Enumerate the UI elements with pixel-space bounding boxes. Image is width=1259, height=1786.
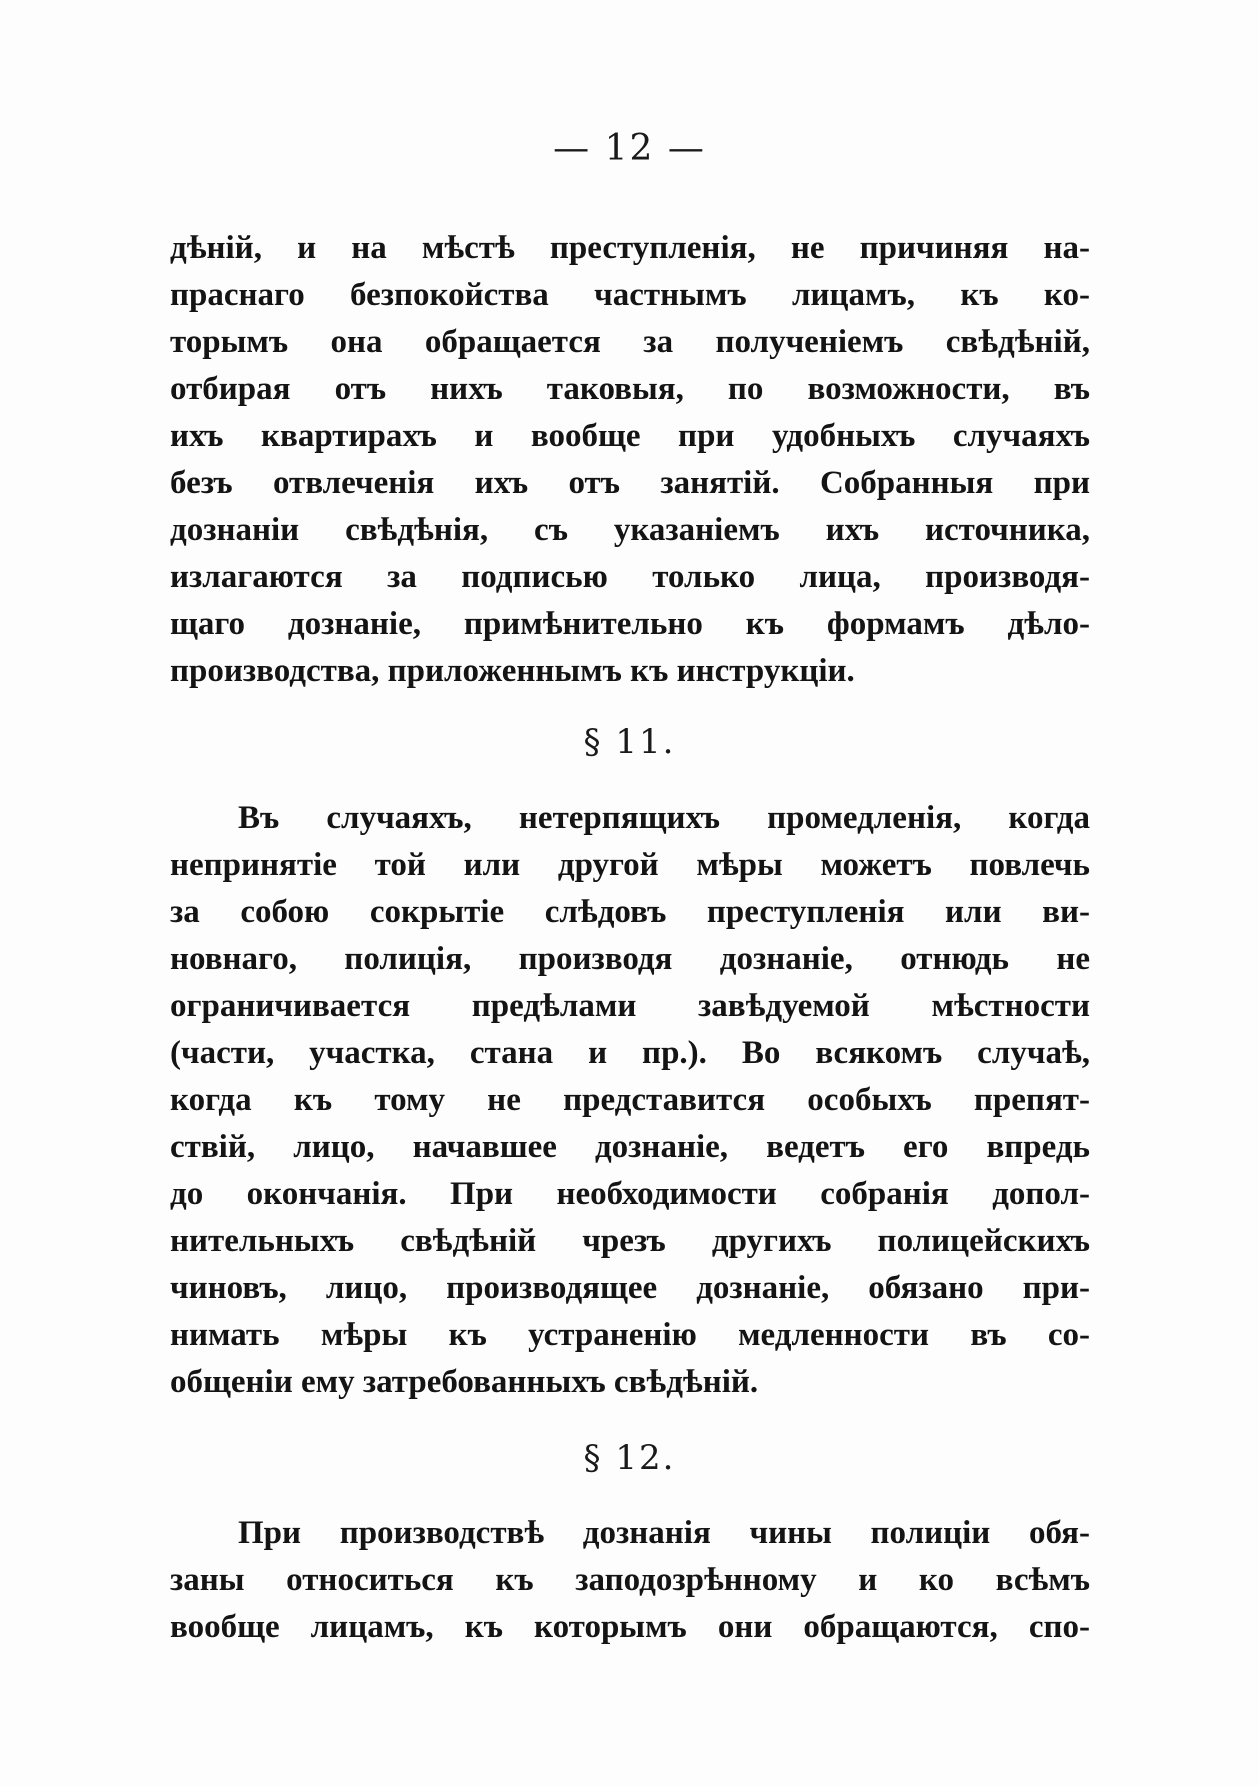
text-line: безъ отвлеченія ихъ отъ занятій. Собранныя при <box>170 465 1090 501</box>
text-line: за собою сокрытіе слѣдовъ преступленія или ви- <box>170 894 1090 930</box>
text-line: заны относиться къ заподозрѣнному и ко всѣмъ <box>170 1562 1090 1598</box>
text-line: производства, приложеннымъ къ инструкціи. <box>170 653 855 689</box>
text-line: Въ случаяхъ, нетерпящихъ промедленія, когда <box>238 800 1090 836</box>
section-12-paragraph <box>170 1510 1090 1651</box>
text-line: ствій, лицо, начавшее дознаніе, ведетъ его впредь <box>170 1129 1090 1165</box>
text-line: нительныхъ свѣдѣній чрезъ другихъ полицейскихъ <box>170 1223 1090 1259</box>
section-11-paragraph <box>170 795 1090 1406</box>
text-line: отбирая отъ нихъ таковыя, по возможности, въ <box>170 371 1090 407</box>
text-line: нимать мѣры къ устраненію медленности въ со- <box>170 1317 1090 1353</box>
section-heading-11: § 11. <box>583 722 676 762</box>
text-line: новнаго, полиція, производя дознаніе, отнюдь не <box>170 941 1090 977</box>
text-line: ихъ квартирахъ и вообще при удобныхъ случаяхъ <box>170 418 1090 454</box>
text-line: непринятіе той или другой мѣры можетъ повлечь <box>170 847 1090 883</box>
text-line: общеніи ему затребованныхъ свѣдѣній. <box>170 1364 759 1400</box>
text-line: При производствѣ дознанія чины полиціи обя- <box>238 1515 1090 1551</box>
text-line: ограничивается предѣлами завѣдуемой мѣстности <box>170 988 1090 1024</box>
text-line: дѣній, и на мѣстѣ преступленія, не причиняя на- <box>170 230 1090 266</box>
paragraph-continuation <box>170 225 1090 695</box>
text-line: праснаго безпокойства частнымъ лицамъ, къ ко- <box>170 277 1090 313</box>
page-number: — 12 — <box>553 128 706 169</box>
text-line: излагаются за подписью только лица, производя- <box>170 559 1090 595</box>
text-line: (части, участка, стана и пр.). Во всякомъ случаѣ, <box>170 1035 1090 1071</box>
text-line: чиновъ, лицо, производящее дознаніе, обязано при- <box>170 1270 1090 1306</box>
section-heading-12: § 12. <box>583 1438 676 1478</box>
text-line: до окончанія. При необходимости собранія допол- <box>170 1176 1090 1212</box>
text-line: вообще лицамъ, къ которымъ они обращаются, спо- <box>170 1609 1090 1645</box>
text-line: дознаніи свѣдѣнія, съ указаніемъ ихъ источника, <box>170 512 1090 548</box>
text-line: торымъ она обращается за полученіемъ свѣдѣній, <box>170 324 1090 360</box>
text-line: щаго дознаніе, примѣнительно къ формамъ дѣло- <box>170 606 1090 642</box>
text-line: когда къ тому не представится особыхъ препят- <box>170 1082 1090 1118</box>
